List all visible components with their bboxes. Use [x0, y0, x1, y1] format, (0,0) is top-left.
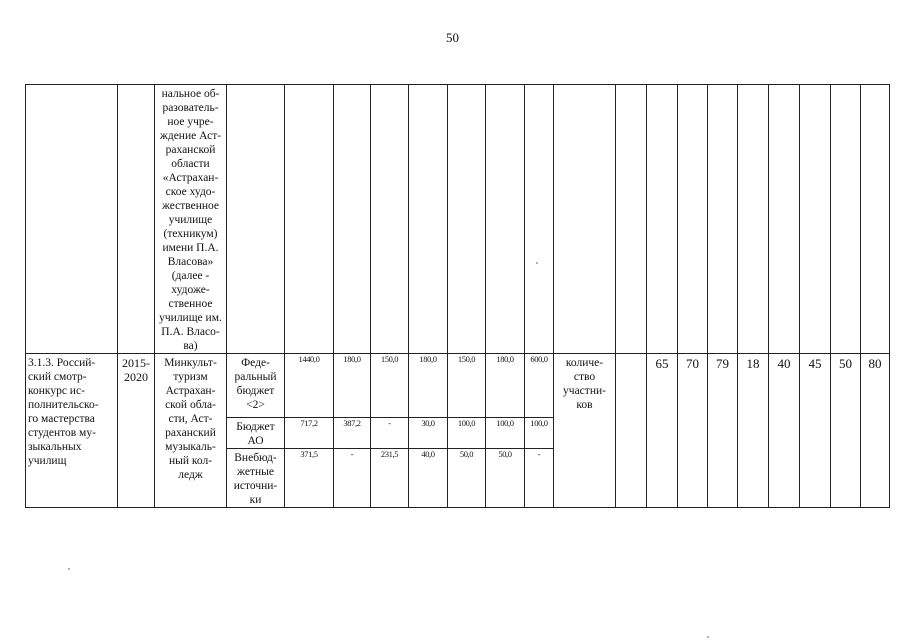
- empty-cell: [486, 85, 525, 354]
- indicator-unit-cell: [616, 354, 647, 508]
- indicator-name-cell: количе- ство участни- ков: [554, 354, 616, 508]
- executor-cell: Минкульт- туризм Астрахан- ской обла- сти, Аст- раханский музыкаль- ный кол- ледж: [155, 354, 227, 508]
- empty-cell: [285, 85, 334, 354]
- amount-cell: 40,0: [409, 449, 448, 508]
- source-name: Внебюд- жетные источни- ки: [227, 449, 285, 508]
- indicator-value-cell: 79: [708, 354, 738, 508]
- empty-cell: [738, 85, 769, 354]
- program-activities-table: [25, 84, 890, 508]
- amount-cell: -: [334, 449, 371, 508]
- indicator-value-cell: 18: [738, 354, 769, 508]
- amount-cell: 150,0: [448, 354, 486, 418]
- empty-cell: [371, 85, 409, 354]
- amount-cell: 231,5: [371, 449, 409, 508]
- empty-cell: [409, 85, 448, 354]
- amount-cell: 30,0: [409, 418, 448, 449]
- period-cell-empty: [118, 85, 155, 354]
- amount-cell: 150,0: [371, 354, 409, 418]
- indicator-value-cell: 50: [831, 354, 861, 508]
- amount-cell: -: [525, 449, 554, 508]
- empty-cell: [227, 85, 285, 354]
- indicator-value-cell: 80: [861, 354, 890, 508]
- amount-cell: 1440,0: [285, 354, 334, 418]
- empty-cell: [647, 85, 678, 354]
- page-number: 50: [446, 30, 459, 45]
- amount-cell: 100,0: [486, 418, 525, 449]
- empty-cell: [800, 85, 831, 354]
- source-name: Феде- ральный бюджет <2>: [227, 354, 285, 418]
- activity-name-cell-empty: [26, 85, 118, 354]
- empty-cell: [554, 85, 616, 354]
- empty-cell: [334, 85, 371, 354]
- indicator-value-cell: 70: [678, 354, 708, 508]
- activity-name-cell: 3.1.3. Россий- ский смотр- конкурс ис- полнительско- го мастерства студентов му- зыкальных училищ: [26, 354, 118, 508]
- empty-cell: [678, 85, 708, 354]
- amount-cell: 387,2: [334, 418, 371, 449]
- source-name: Бюджет АО: [227, 418, 285, 449]
- amount-cell: 717,2: [285, 418, 334, 449]
- amount-cell: 50,0: [448, 449, 486, 508]
- executor-continuation-cell: нальное об- разователь- ное учре- ждение Аст- раханской области «Астрахан- ское худо- жественное училище (техникум) имени П.А. Власова» (далее - художе- ственное училище им. П.А. Власо- ва): [155, 85, 227, 354]
- amount-cell: -: [371, 418, 409, 449]
- empty-cell: [769, 85, 800, 354]
- empty-cell: [708, 85, 738, 354]
- amount-cell: 100,0: [448, 418, 486, 449]
- scan-speck: [68, 568, 70, 570]
- amount-cell: 180,0: [486, 354, 525, 418]
- scan-speck: [536, 262, 538, 264]
- amount-cell: 371,5: [285, 449, 334, 508]
- empty-cell: [861, 85, 890, 354]
- amount-cell: 600,0: [525, 354, 554, 418]
- indicator-value-cell: 65: [647, 354, 678, 508]
- source-row-federal: [26, 354, 890, 418]
- period-cell: 2015- 2020: [118, 354, 155, 508]
- amount-cell: 100,0: [525, 418, 554, 449]
- empty-cell: [616, 85, 647, 354]
- empty-cell: [831, 85, 861, 354]
- amount-cell: 180,0: [334, 354, 371, 418]
- empty-cell: [448, 85, 486, 354]
- continuation-row: [26, 85, 890, 354]
- indicator-value-cell: 40: [769, 354, 800, 508]
- amount-cell: 180,0: [409, 354, 448, 418]
- empty-cell: [525, 85, 554, 354]
- scan-speck: [707, 636, 709, 638]
- indicator-value-cell: 45: [800, 354, 831, 508]
- amount-cell: 50,0: [486, 449, 525, 508]
